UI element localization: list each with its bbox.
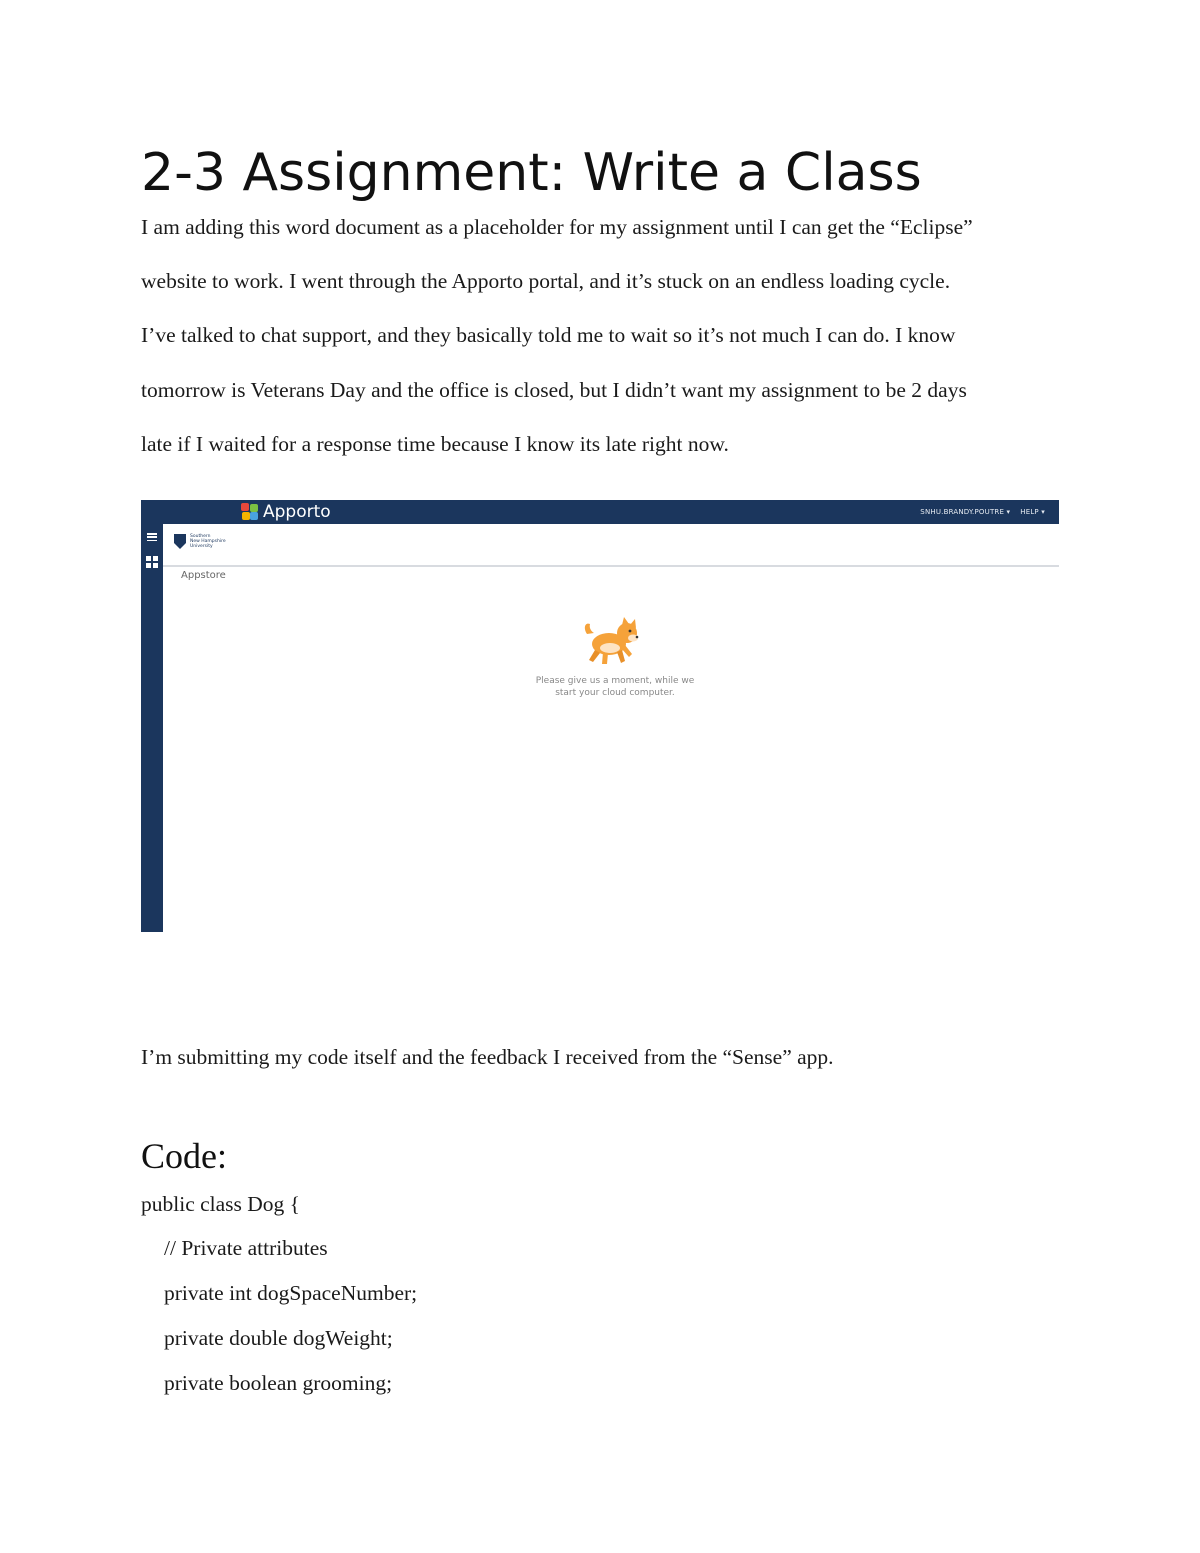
apporto-screenshot [141,500,1059,932]
submission-note: I’m submitting my code itself and the feedback I received from the “Sense” app. [141,1045,834,1069]
loading-message-line: Please give us a moment, while we [535,676,695,686]
intro-paragraph [141,200,1071,471]
running-dog-icon [581,616,645,666]
help-menu: HELP ▾ [1020,508,1045,516]
loading-message [481,675,749,699]
university-name [190,534,226,549]
intro-line: I am adding this word document as a placeholder for my assignment until I can get the “Eclipse” [141,215,973,239]
appstore-label: Appstore [181,570,226,581]
intro-line: late if I waited for a response time because I know its late right now. [141,431,729,456]
apporto-top-bar [141,500,1059,524]
intro-line: I’ve talked to chat support, and they basically told me to wait so it’s not much I can do. I know [141,323,956,348]
university-name-line: New Hampshire [190,539,226,544]
intro-line: website to work. I went through the Apporto portal, and it’s stuck on an endless loading cycle. [141,269,951,294]
menu-icon [147,533,157,541]
document-title: 2-3 Assignment: Write a Class [141,143,922,203]
university-name-line: Southern [190,534,211,539]
apporto-header [163,524,1059,567]
shield-icon [174,534,186,549]
university-logo [174,534,226,549]
code-line: public class Dog { [141,1192,301,1216]
user-menu: SNHU.BRANDY.POUTRE ▾ [920,508,1011,516]
apporto-app-name: Apporto [263,502,331,522]
grid-icon [146,556,158,568]
loading-message-line: start your cloud computer. [555,688,675,698]
apporto-sidebar [141,524,163,932]
code-line: private int dogSpaceNumber; [164,1281,418,1305]
intro-line: tomorrow is Veterans Day and the office is closed, but I didn’t want my assignment to be 2 days [141,377,967,402]
apporto-logo-icon [241,503,259,521]
code-heading: Code: [141,1136,227,1176]
apporto-user-area [920,500,1045,524]
code-line: private double dogWeight; [164,1326,393,1350]
code-line: // Private attributes [164,1236,328,1260]
university-name-line: University [190,544,213,549]
apporto-logo [241,500,331,524]
code-line: private boolean grooming; [164,1371,393,1395]
